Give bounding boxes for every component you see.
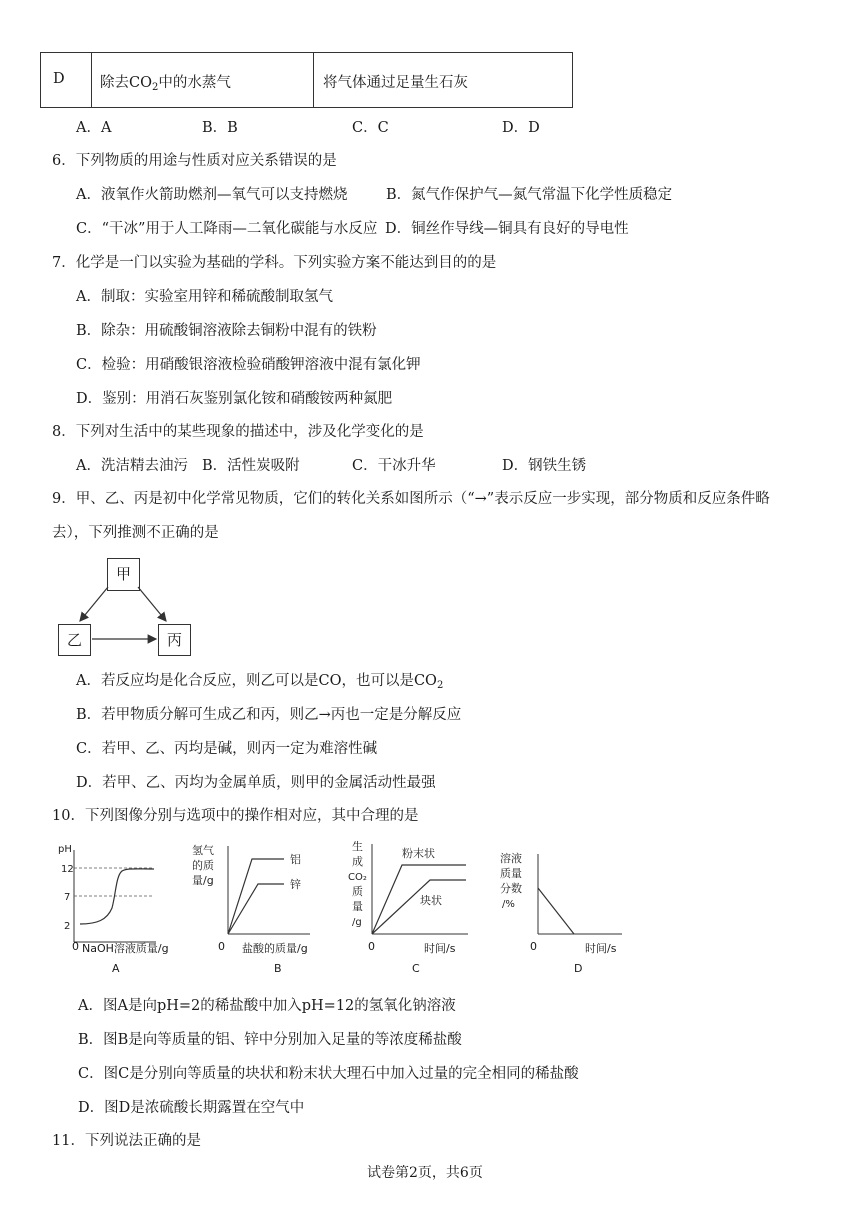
q6-option-a: A．液氧作火箭助燃剂—氧气可以支持燃烧 xyxy=(76,187,348,203)
chart-c-ylabel-2: 成 xyxy=(352,855,363,868)
arrow-jia-to-bing xyxy=(138,587,166,621)
q9-stem-line2: 去），下列推测不正确的是 xyxy=(52,525,219,541)
chart-c-line-lump xyxy=(372,880,466,934)
chart-b-legend-al: 铝 xyxy=(290,853,301,866)
q10-option-c: C．图C是分别向等质量的块状和粉末状大理石中加入过量的完全相同的稀盐酸 xyxy=(78,1066,579,1082)
chart-b-caption: B xyxy=(274,962,282,975)
q9-option-a xyxy=(76,671,443,691)
chart-b-line-al xyxy=(228,859,284,934)
page-footer: 试卷第2页，共6页 xyxy=(367,1165,483,1181)
q7-option-c: C．检验：用硝酸银溶液检验硝酸钾溶液中混有氯化钾 xyxy=(76,357,421,373)
chart-c-ylabel-6: /g xyxy=(352,917,362,928)
q8-option-c: C．干冰升华 xyxy=(352,458,436,474)
chart-c-caption: C xyxy=(412,962,420,975)
chart-a-origin: 0 xyxy=(72,940,79,953)
row-task-post: 中的水蒸气 xyxy=(158,75,231,91)
q5-option-d: D．D xyxy=(502,120,540,136)
chart-b-ylabel-3: 量/g xyxy=(192,874,214,887)
q9-option-a-sub: 2 xyxy=(436,680,444,691)
row-label: D xyxy=(53,71,65,87)
table-cell-label xyxy=(41,53,92,107)
q9-option-a-text: A．若反应均是化合反应，则乙可以是CO，也可以是CO xyxy=(76,673,437,689)
chart-a-caption: A xyxy=(112,962,120,975)
q9-option-b: B．若甲物质分解可生成乙和丙，则乙→丙也一定是分解反应 xyxy=(76,707,462,723)
row-method: 将气体通过足量生石灰 xyxy=(323,75,468,91)
chart-d-xlabel: 时间/s xyxy=(585,942,617,955)
chart-d-ylabel-2: 质量 xyxy=(500,867,522,880)
chart-b-legend-zn: 锌 xyxy=(290,878,301,891)
chart-c-ylabel-3: CO₂ xyxy=(348,872,367,883)
q8-stem: 8．下列对生活中的某些现象的描述中，涉及化学变化的是 xyxy=(52,424,424,440)
node-jia: 甲 xyxy=(107,558,140,591)
q10-option-b: B．图B是向等质量的铝、锌中分别加入足量的等浓度稀盐酸 xyxy=(78,1032,462,1048)
q11-stem: 11．下列说法正确的是 xyxy=(52,1133,201,1149)
row-task-sub: 2 xyxy=(151,82,159,93)
chart-a-ytick-2: 2 xyxy=(64,921,71,932)
chart-c-ylabel-1: 生 xyxy=(352,840,363,853)
chart-a-ylabel: pH xyxy=(58,844,72,855)
arrow-jia-to-yi xyxy=(80,587,108,621)
chart-a xyxy=(52,838,164,950)
q10-option-a: A．图A是向pH=2的稀盐酸中加入pH=12的氢氧化钠溶液 xyxy=(78,998,456,1014)
chart-a-curve xyxy=(80,869,154,924)
chart-d-ylabel-1: 溶液 xyxy=(500,852,522,865)
chart-c-xlabel: 时间/s xyxy=(424,942,456,955)
chart-c-line-powder xyxy=(372,865,466,934)
chart-d-ylabel-3: 分数 xyxy=(500,882,522,895)
answer-table-row-d xyxy=(40,52,573,108)
q7-option-d: D．鉴别：用消石灰鉴别氯化铵和硝酸铵两种氮肥 xyxy=(76,391,393,407)
chart-a-ytick-7: 7 xyxy=(64,892,71,903)
chart-c-legend-lump: 块状 xyxy=(420,894,442,907)
q7-stem: 7．化学是一门以实验为基础的学科。下列实验方案不能达到目的的是 xyxy=(52,255,497,271)
chart-b-xlabel: 盐酸的质量/g xyxy=(242,942,308,955)
chart-d-ylabel-4: /% xyxy=(502,899,515,910)
q9-option-d: D．若甲、乙、丙均为金属单质，则甲的金属活动性最强 xyxy=(76,775,436,791)
chart-a-ytick-12: 12 xyxy=(61,864,74,875)
q8-option-b: B．活性炭吸附 xyxy=(202,458,300,474)
row-task-pre: 除去CO xyxy=(100,75,152,91)
q7-option-b: B．除杂：用硫酸铜溶液除去铜粉中混有的铁粉 xyxy=(76,323,377,339)
q9-option-c: C．若甲、乙、丙均是碱，则丙一定为难溶性碱 xyxy=(76,741,378,757)
q6-stem: 6．下列物质的用途与性质对应关系错误的是 xyxy=(52,153,337,169)
chart-b-ylabel-1: 氢气 xyxy=(192,844,214,857)
table-cell-task xyxy=(91,53,314,107)
node-bing: 丙 xyxy=(158,624,191,656)
q7-option-a: A．制取：实验室用锌和稀硫酸制取氢气 xyxy=(76,289,333,305)
q10-option-d: D．图D是浓硫酸长期露置在空气中 xyxy=(78,1100,305,1116)
chart-d-caption: D xyxy=(574,962,583,975)
chart-c-origin: 0 xyxy=(368,940,375,953)
chart-d-origin: 0 xyxy=(530,940,537,953)
q9-stem-line1: 9．甲、乙、丙是初中化学常见物质，它们的转化关系如图所示（“→”表示反应一步实现，部分物质和反应条件略 xyxy=(52,491,770,507)
chart-c-ylabel-4: 质 xyxy=(352,885,363,898)
chart-c-legend-powder: 粉末状 xyxy=(402,847,435,860)
q10-stem: 10．下列图像分别与选项中的操作相对应，其中合理的是 xyxy=(52,808,419,824)
chart-d xyxy=(498,850,628,950)
q6-option-d: D．铜丝作导线—铜具有良好的导电性 xyxy=(385,221,629,237)
row-task xyxy=(100,71,231,92)
q6-option-c: C．“干冰”用于人工降雨—二氧化碳能与水反应 xyxy=(76,221,378,237)
chart-b xyxy=(188,842,318,954)
q6-option-b: B．氮气作保护气—氮气常温下化学性质稳定 xyxy=(386,187,673,203)
q5-option-b: B．B xyxy=(202,120,238,136)
q5-option-a: A．A xyxy=(76,120,112,136)
q8-option-a: A．洗洁精去油污 xyxy=(76,458,188,474)
chart-b-ylabel-2: 的质 xyxy=(192,859,214,872)
chart-c xyxy=(344,838,472,954)
q5-option-c: C．C xyxy=(352,120,389,136)
q8-option-d: D．钢铁生锈 xyxy=(502,458,587,474)
chart-d-line xyxy=(538,888,574,934)
chart-b-origin: 0 xyxy=(218,940,225,953)
node-yi: 乙 xyxy=(58,624,91,656)
chart-c-ylabel-5: 量 xyxy=(352,900,363,913)
chart-a-xlabel: NaOH溶液质量/g xyxy=(82,942,169,955)
